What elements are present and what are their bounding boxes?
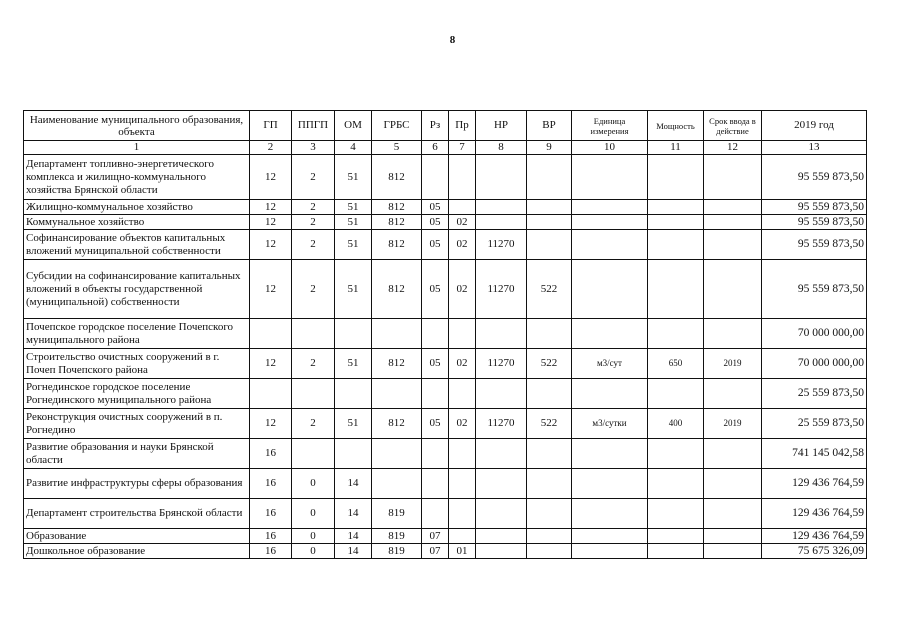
cell-nr xyxy=(476,469,527,499)
cell-pr xyxy=(449,469,476,499)
cell-pr xyxy=(449,499,476,529)
column-number: 8 xyxy=(476,141,527,155)
cell-om xyxy=(335,379,372,409)
budget-table xyxy=(23,110,867,559)
cell-om xyxy=(335,319,372,349)
cell-pr: 02 xyxy=(449,215,476,230)
cell-om: 51 xyxy=(335,260,372,319)
cell-ppgp: 2 xyxy=(292,260,335,319)
cell-ppgp: 0 xyxy=(292,469,335,499)
cell-ppgp: 2 xyxy=(292,230,335,260)
table-row xyxy=(24,529,867,544)
cell-vr xyxy=(527,544,572,559)
cell-om: 14 xyxy=(335,544,372,559)
cell-nr xyxy=(476,200,527,215)
cell-grbs: 819 xyxy=(372,529,422,544)
header-commission: Срок ввода в действие xyxy=(704,111,762,141)
column-number: 6 xyxy=(422,141,449,155)
cell-gp: 12 xyxy=(250,215,292,230)
cell-unit xyxy=(572,319,648,349)
cell-nr: 11270 xyxy=(476,409,527,439)
cell-nr xyxy=(476,155,527,200)
cell-ppgp: 0 xyxy=(292,544,335,559)
cell-ppgp: 0 xyxy=(292,499,335,529)
cell-capacity xyxy=(648,544,704,559)
table-row xyxy=(24,260,867,319)
column-number: 1 xyxy=(24,141,250,155)
cell-capacity xyxy=(648,200,704,215)
cell-commission xyxy=(704,260,762,319)
cell-om: 51 xyxy=(335,200,372,215)
column-number: 5 xyxy=(372,141,422,155)
cell-pr xyxy=(449,319,476,349)
header-nr: НР xyxy=(476,111,527,141)
cell-rz xyxy=(422,319,449,349)
cell-rz: 05 xyxy=(422,200,449,215)
cell-nr xyxy=(476,499,527,529)
cell-amount: 95 559 873,50 xyxy=(762,155,867,200)
cell-nr: 11270 xyxy=(476,260,527,319)
cell-commission xyxy=(704,544,762,559)
cell-grbs xyxy=(372,319,422,349)
cell-om: 14 xyxy=(335,529,372,544)
cell-name: Развитие инфраструктуры сферы образования xyxy=(24,469,250,499)
cell-pr: 01 xyxy=(449,544,476,559)
header-unit: Единица измерения xyxy=(572,111,648,141)
cell-vr xyxy=(527,529,572,544)
cell-grbs: 812 xyxy=(372,409,422,439)
cell-unit xyxy=(572,379,648,409)
cell-capacity xyxy=(648,439,704,469)
cell-vr: 522 xyxy=(527,349,572,379)
cell-name: Департамент строительства Брянской области xyxy=(24,499,250,529)
cell-capacity xyxy=(648,260,704,319)
table-row xyxy=(24,409,867,439)
cell-om: 14 xyxy=(335,469,372,499)
cell-grbs xyxy=(372,379,422,409)
cell-capacity xyxy=(648,155,704,200)
cell-unit xyxy=(572,544,648,559)
column-number: 2 xyxy=(250,141,292,155)
cell-amount: 75 675 326,09 xyxy=(762,544,867,559)
cell-amount: 95 559 873,50 xyxy=(762,215,867,230)
cell-name: Софинансирование объектов капитальных вложений муниципальной собственности xyxy=(24,230,250,260)
cell-rz: 05 xyxy=(422,215,449,230)
cell-capacity xyxy=(648,215,704,230)
cell-rz xyxy=(422,439,449,469)
cell-capacity xyxy=(648,469,704,499)
cell-nr xyxy=(476,439,527,469)
cell-grbs: 819 xyxy=(372,544,422,559)
cell-amount: 95 559 873,50 xyxy=(762,260,867,319)
cell-nr: 11270 xyxy=(476,230,527,260)
cell-vr xyxy=(527,439,572,469)
cell-unit xyxy=(572,260,648,319)
cell-vr xyxy=(527,230,572,260)
cell-commission xyxy=(704,499,762,529)
cell-nr xyxy=(476,529,527,544)
cell-name: Рогнединское городское поселение Рогнединского муниципального района xyxy=(24,379,250,409)
cell-rz: 05 xyxy=(422,230,449,260)
cell-grbs: 812 xyxy=(372,230,422,260)
cell-unit xyxy=(572,230,648,260)
cell-grbs: 812 xyxy=(372,260,422,319)
cell-gp: 16 xyxy=(250,439,292,469)
cell-gp: 12 xyxy=(250,230,292,260)
cell-pr xyxy=(449,200,476,215)
cell-grbs: 812 xyxy=(372,155,422,200)
cell-amount: 129 436 764,59 xyxy=(762,469,867,499)
column-number: 13 xyxy=(762,141,867,155)
cell-ppgp: 2 xyxy=(292,200,335,215)
cell-commission xyxy=(704,200,762,215)
cell-amount: 95 559 873,50 xyxy=(762,200,867,215)
cell-gp xyxy=(250,319,292,349)
cell-name: Развитие образования и науки Брянской области xyxy=(24,439,250,469)
cell-name: Дошкольное образование xyxy=(24,544,250,559)
cell-vr: 522 xyxy=(527,409,572,439)
cell-grbs: 812 xyxy=(372,215,422,230)
cell-amount: 741 145 042,58 xyxy=(762,439,867,469)
cell-gp: 16 xyxy=(250,544,292,559)
cell-name: Почепское городское поселение Почепского муниципального района xyxy=(24,319,250,349)
cell-gp xyxy=(250,379,292,409)
cell-commission: 2019 xyxy=(704,409,762,439)
header-name: Наименование муниципального образования, объекта xyxy=(24,111,250,141)
header-capacity: Мощность xyxy=(648,111,704,141)
cell-rz: 07 xyxy=(422,544,449,559)
cell-pr: 02 xyxy=(449,230,476,260)
cell-ppgp xyxy=(292,439,335,469)
header-ppgp: ППГП xyxy=(292,111,335,141)
cell-amount: 70 000 000,00 xyxy=(762,349,867,379)
cell-gp: 16 xyxy=(250,469,292,499)
table-row xyxy=(24,349,867,379)
cell-om: 51 xyxy=(335,230,372,260)
column-number: 9 xyxy=(527,141,572,155)
cell-amount: 95 559 873,50 xyxy=(762,230,867,260)
cell-pr xyxy=(449,439,476,469)
header-grbs: ГРБС xyxy=(372,111,422,141)
table-row xyxy=(24,230,867,260)
cell-pr: 02 xyxy=(449,260,476,319)
cell-grbs xyxy=(372,469,422,499)
table-row xyxy=(24,215,867,230)
cell-name: Строительство очистных сооружений в г. Почеп Почепского района xyxy=(24,349,250,379)
cell-unit xyxy=(572,155,648,200)
cell-name: Коммунальное хозяйство xyxy=(24,215,250,230)
table-row xyxy=(24,544,867,559)
cell-pr xyxy=(449,379,476,409)
cell-grbs: 812 xyxy=(372,200,422,215)
cell-vr xyxy=(527,379,572,409)
header-year: 2019 год xyxy=(762,111,867,141)
cell-commission xyxy=(704,439,762,469)
cell-capacity: 650 xyxy=(648,349,704,379)
cell-name: Жилищно-коммунальное хозяйство xyxy=(24,200,250,215)
cell-commission xyxy=(704,379,762,409)
cell-commission xyxy=(704,319,762,349)
header-gp: ГП xyxy=(250,111,292,141)
cell-nr xyxy=(476,544,527,559)
cell-unit xyxy=(572,439,648,469)
cell-rz xyxy=(422,379,449,409)
table-row xyxy=(24,439,867,469)
cell-ppgp: 2 xyxy=(292,215,335,230)
cell-vr xyxy=(527,319,572,349)
cell-vr xyxy=(527,155,572,200)
cell-rz xyxy=(422,469,449,499)
cell-vr xyxy=(527,215,572,230)
cell-om: 14 xyxy=(335,499,372,529)
cell-om xyxy=(335,439,372,469)
cell-gp: 12 xyxy=(250,200,292,215)
cell-unit xyxy=(572,529,648,544)
cell-ppgp: 2 xyxy=(292,349,335,379)
cell-om: 51 xyxy=(335,155,372,200)
cell-ppgp xyxy=(292,319,335,349)
cell-grbs: 812 xyxy=(372,349,422,379)
cell-amount: 25 559 873,50 xyxy=(762,379,867,409)
cell-rz: 07 xyxy=(422,529,449,544)
cell-rz: 05 xyxy=(422,409,449,439)
table-row xyxy=(24,499,867,529)
table-row xyxy=(24,200,867,215)
cell-pr xyxy=(449,155,476,200)
cell-gp: 16 xyxy=(250,499,292,529)
header-om: ОМ xyxy=(335,111,372,141)
cell-unit xyxy=(572,215,648,230)
cell-nr xyxy=(476,319,527,349)
cell-pr xyxy=(449,529,476,544)
header-row xyxy=(24,111,867,141)
cell-unit: м3/сут xyxy=(572,349,648,379)
cell-capacity xyxy=(648,379,704,409)
cell-amount: 25 559 873,50 xyxy=(762,409,867,439)
cell-nr xyxy=(476,379,527,409)
cell-capacity xyxy=(648,529,704,544)
cell-gp: 16 xyxy=(250,529,292,544)
cell-rz: 05 xyxy=(422,260,449,319)
header-pr: Пр xyxy=(449,111,476,141)
cell-pr: 02 xyxy=(449,409,476,439)
column-number: 11 xyxy=(648,141,704,155)
cell-name: Департамент топливно-энергетического комплекса и жилищно-коммунального хозяйства Брянской области xyxy=(24,155,250,200)
cell-vr xyxy=(527,469,572,499)
cell-capacity xyxy=(648,319,704,349)
column-number: 3 xyxy=(292,141,335,155)
cell-ppgp: 2 xyxy=(292,409,335,439)
column-number-row xyxy=(24,141,867,155)
cell-capacity: 400 xyxy=(648,409,704,439)
cell-unit: м3/сутки xyxy=(572,409,648,439)
cell-unit xyxy=(572,499,648,529)
column-number: 10 xyxy=(572,141,648,155)
page-number: 8 xyxy=(449,34,456,46)
cell-unit xyxy=(572,200,648,215)
cell-vr xyxy=(527,499,572,529)
cell-grbs xyxy=(372,439,422,469)
cell-vr: 522 xyxy=(527,260,572,319)
cell-commission xyxy=(704,155,762,200)
cell-om: 51 xyxy=(335,409,372,439)
cell-ppgp: 2 xyxy=(292,155,335,200)
cell-vr xyxy=(527,200,572,215)
cell-commission xyxy=(704,529,762,544)
column-number: 12 xyxy=(704,141,762,155)
cell-amount: 129 436 764,59 xyxy=(762,529,867,544)
cell-capacity xyxy=(648,499,704,529)
cell-name: Субсидии на софинансирование капитальных вложений в объекты государственной (муниципальной) собственности xyxy=(24,260,250,319)
table-row xyxy=(24,319,867,349)
cell-ppgp: 0 xyxy=(292,529,335,544)
table-row xyxy=(24,469,867,499)
header-rz: Рз xyxy=(422,111,449,141)
cell-name: Образование xyxy=(24,529,250,544)
cell-capacity xyxy=(648,230,704,260)
cell-unit xyxy=(572,469,648,499)
header-vr: ВР xyxy=(527,111,572,141)
cell-amount: 129 436 764,59 xyxy=(762,499,867,529)
cell-rz xyxy=(422,155,449,200)
cell-commission: 2019 xyxy=(704,349,762,379)
column-number: 7 xyxy=(449,141,476,155)
cell-rz: 05 xyxy=(422,349,449,379)
cell-pr: 02 xyxy=(449,349,476,379)
cell-gp: 12 xyxy=(250,260,292,319)
cell-commission xyxy=(704,230,762,260)
cell-gp: 12 xyxy=(250,155,292,200)
cell-gp: 12 xyxy=(250,349,292,379)
table-row xyxy=(24,379,867,409)
cell-grbs: 819 xyxy=(372,499,422,529)
cell-ppgp xyxy=(292,379,335,409)
cell-om: 51 xyxy=(335,215,372,230)
cell-nr xyxy=(476,215,527,230)
cell-commission xyxy=(704,215,762,230)
cell-name: Реконструкция очистных сооружений в п. Рогнедино xyxy=(24,409,250,439)
cell-nr: 11270 xyxy=(476,349,527,379)
cell-amount: 70 000 000,00 xyxy=(762,319,867,349)
cell-gp: 12 xyxy=(250,409,292,439)
cell-om: 51 xyxy=(335,349,372,379)
column-number: 4 xyxy=(335,141,372,155)
cell-rz xyxy=(422,499,449,529)
cell-commission xyxy=(704,469,762,499)
table-row xyxy=(24,155,867,200)
